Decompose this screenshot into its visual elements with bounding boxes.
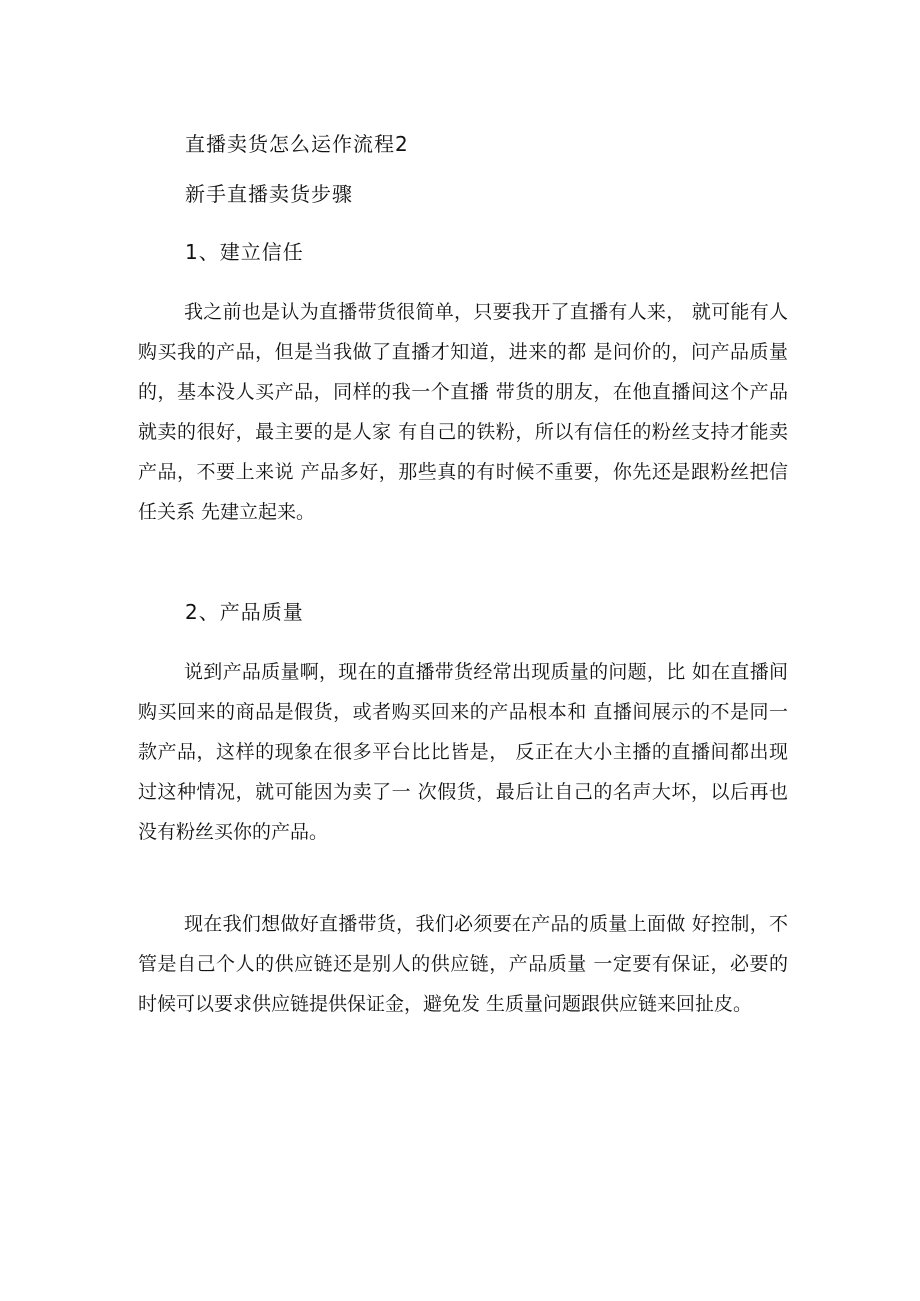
section-quality-paragraph-2: 现在我们想做好直播带货，我们必须要在产品的质量上面做 好控制，不管是自己个人的供应链还是别人的供应链，产品质量 一定要有保证，必要的时候可以要求供应链提供保证金，避免发 生质量问题跟供应链来回扯皮。 bbox=[138, 913, 788, 1015]
document-title: 直播卖货怎么运作流程2 bbox=[185, 132, 409, 156]
section-heading-trust: 1、建立信任 bbox=[185, 240, 304, 264]
section-quality-paragraph-1: 说到产品质量啊，现在的直播带货经常出现质量的问题，比 如在直播间购买回来的商品是假货，或者购买回来的产品根本和 直播间展示的不是同一款产品，这样的现象在很多平台比比皆是， 反正在大小主播的直播间都出现过这种情况，就可能因为卖了一 次假货，最后让自己的名声大坏，以后再也没有粉丝买你的产品。 bbox=[138, 661, 788, 843]
section-trust-paragraph: 我之前也是认为直播带货很简单，只要我开了直播有人来， 就可能有人购买我的产品，但是当我做了直播才知道，进来的都 是问价的，问产品质量的，基本没人买产品，同样的我一个直播 带货的朋友，在他直播间这个产品就卖的很好，最主要的是人家 有自己的铁粉，所以有信任的粉丝支持才能卖产品，不要上来说 产品多好，那些真的有时候不重要，你先还是跟粉丝把信任关系 先建立起来。 bbox=[138, 301, 788, 523]
document-subtitle: 新手直播卖货步骤 bbox=[185, 182, 353, 206]
section-heading-quality: 2、产品质量 bbox=[185, 600, 304, 624]
